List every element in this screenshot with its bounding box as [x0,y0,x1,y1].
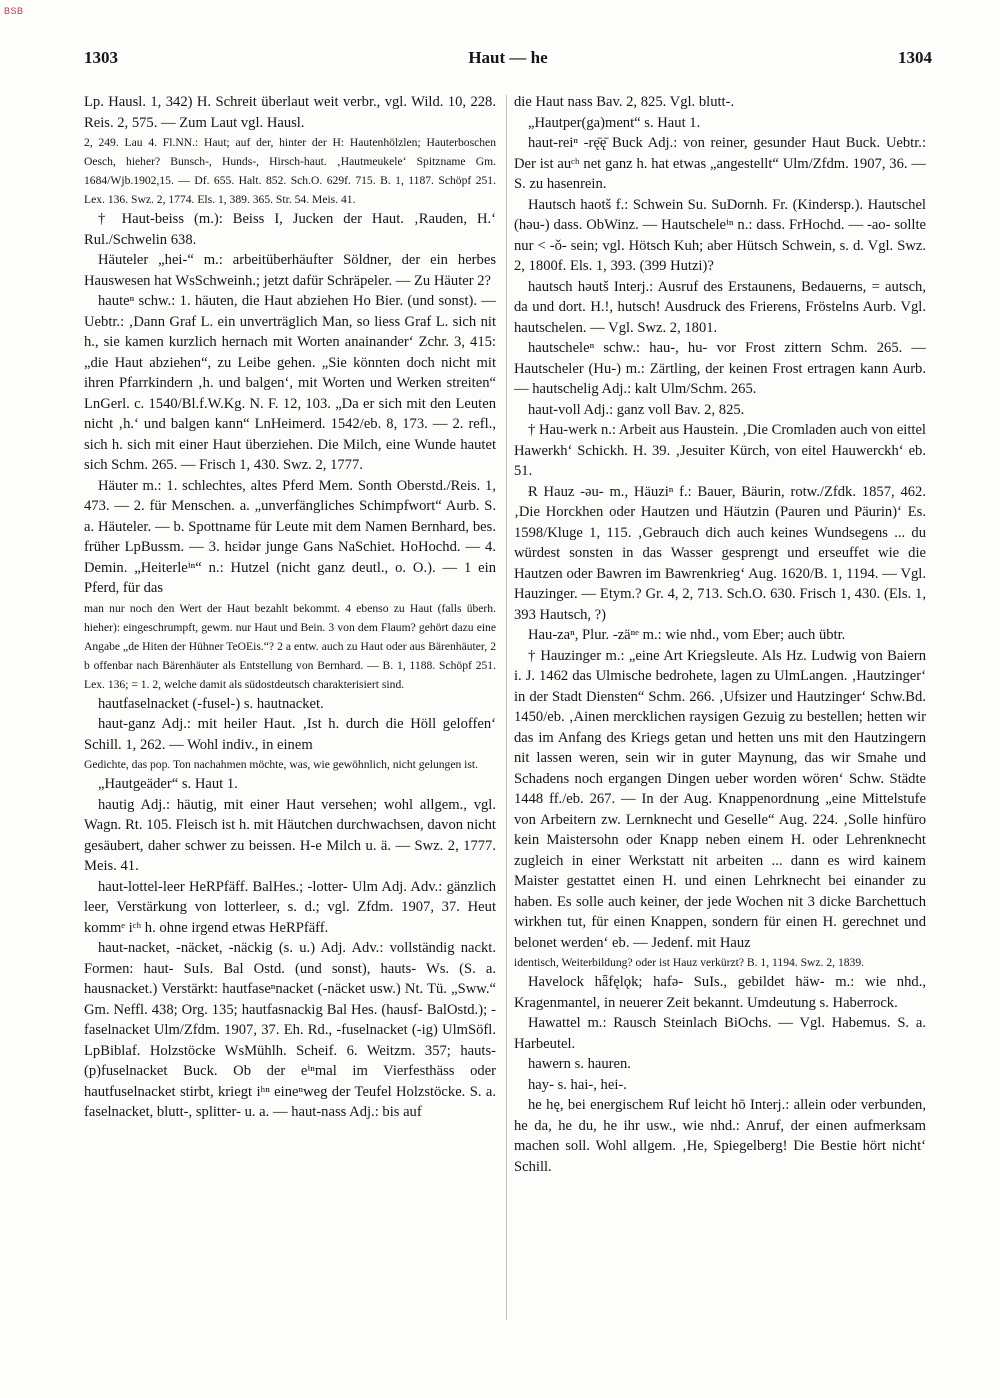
right-column [514,92,926,1372]
dictionary-entry: Gedichte, das pop. Ton nachahmen möchte, was, wie gewöhnlich, nicht gelungen ist. [84,758,479,771]
dictionary-entry: Hau-zaⁿ, Plur. -zäⁿᵉ m.: wie nhd., vom Eber; auch übtr. [528,627,846,643]
page-header [84,48,932,74]
dictionary-entry: † Hau-werk n.: Arbeit aus Haustein. ‚Die Cromladen auch von eittel Hawerkh‘ Schickh. H. 39. ‚Jesuiter Kürch, von eitel Hauwerckh‘ eb. 51. [514,422,926,479]
column-divider [506,95,507,1320]
dictionary-entry: man nur noch den Wert der Haut bezahlt bekommt. 4 ebenso zu Haut (falls überh. hieher): eingeschrumpft, gewm. nur Haut und Bein. 3 von dem Flaum? gehört dazu eine Angabe „de Hiten der Hühner TeOEis.“? 2 a entw. auch zu Haut oder aus Bärenhäuter, 2 b offenbar nach Bärenhäuter als Entstellung von Bernhard. — B. 1, 1188. Schöpf 251. Lex. 136; = 1. 2, welche damit als südostdeutsch charakterisiert sind. [84,601,496,691]
dictionary-entry: hautscheleⁿ schw.: hau-, hu- vor Frost zittern Schm. 265. — Hautscheler (Hu-) m.: Zärtling, der keinen Frost ertragen kann Aurb. — hautschelig Adj.: kalt Ulm/Schm. 265. [514,340,926,397]
dictionary-entry: hautfaselnacket (-fusel-) s. hautnacket. [98,695,324,712]
dictionary-entry: hauteⁿ schw.: 1. häuten, die Haut abziehen Ho Bier. (und sonst). — Uebtr.: ‚Dann Graf L. ein unverträglich Man, so liess Graf L. sich nit h., sie kamen kurzlich hernach mit Worten anainander‘ Zchr. 3, 415: „die Haut abziehen“, zu Leibe gehen. „Sie könnten doch nicht mit ihren Pfarrkindern ‚h. und balgen‘, mit Worten und Werken streiten“ LnGerl. c. 1540/Bl.f.W.Kg. N. F. 12, 103. „Da er sich mit den Leuten nicht ‚h.‘ und balgen kann“ LnHeimerd. 1542/eb. 8, 173. — 2. refl., sich h. sich mit einer Haut überziehen. Die Milch, eine Wunde hautet sich Schm. 265. — Frisch 1, 430. Swz. 2, 1777. [84,293,496,473]
dictionary-entry: 2, 249. Lau 4. Fl.NN.: Haut; auf der, hinter der H: Hautenhölzlen; Hauterboschen Oesch, hieher? Bunsch-, Hunds-, Hirsch-haut. ‚Hautmeukele‘ Spitzname Gm. 1684/Wjb.1902,15. — Df. 655. Halt. 852. Sch.O. 629f. 715. B. 1, 1187. Schöpf 251. Lex. 136. Swz. 2, 1774. Els. 1, 389. 365. Str. 54. Meis. 41. [84,136,496,206]
dictionary-entry: Häuteler „hei-“ m.: arbeitüberhäufter Söldner, der ein herbes Hauswesen hat WsSchweinh.; jetzt dafür Schräpeler. — Zu Häuter 2? [84,252,496,289]
dictionary-entry: † Haut-beiss (m.): Beiss I, Jucken der Haut. ‚Rauden, H.‘ Rul./Schwelin 638. [84,211,496,248]
dictionary-entry: haut-voll Adj.: ganz voll Bav. 2, 825. [528,401,745,418]
page-number-right: 1304 [898,48,932,67]
left-column [84,92,496,1372]
dictionary-entry: „Hautgeäder“ s. Haut 1. [98,776,238,792]
dictionary-entry: haut-reiⁿ -rę̄ę̄ Buck Adj.: von reiner, gesunder Haut Buck. Uebtr.: Der ist auᶜʰ net ganz h. hat etwas „angestellt“ Ulm/Zfdm. 1907, 36. — S. zu hasenrein. [514,135,926,192]
running-title: Haut — he [468,48,548,67]
dictionary-entry: die Haut nass Bav. 2, 825. Vgl. blutt-. [514,94,735,110]
page-number-left: 1303 [84,48,118,67]
dictionary-entry: identisch, Weiterbildung? oder ist Hauz verkürzt? B. 1, 1194. Swz. 2, 1839. [514,956,865,969]
dictionary-entry: „Hautper(ga)ment“ s. Haut 1. [528,114,701,131]
dictionary-entry: he hę, bei energischem Ruf leicht hō Interj.: allein oder verbunden, he da, he du, he ihr usw., wie nhd.: Anruf, der einen aufmerksam machen soll. Wohl allgem. ‚He, Spiegelberg! Die Bestie hört nicht‘ Schill. [514,1097,926,1175]
dictionary-entry: hautig Adj.: häutig, mit einer Haut versehen; wohl allgem., vgl. Wagn. Rt. 105. Fleisch ist h. mit Häutchen durchwachsen, davon nicht gesäubert, daher schwer zu beissen. H-e Milch u. ä. — Swz. 2, 1777. Meis. 41. [84,796,496,874]
dictionary-entry: hautsch həutš Interj.: Ausruf des Erstaunens, Bedauerns, = autsch, da und dort. H.!, hutsch! Ausdruck des Frierens, Fröstelns Aurb. Vgl. hautschelen. — Vgl. Swz. 2, 1801. [514,278,926,336]
dictionary-entry: Hautsch haotš f.: Schwein Su. SuDornh. Fr. (Kindersp.). Hautschel (həu-) dass. ObWinz. — Hautscheleⁱⁿ n.: dass. FrHochd. — -ao- sollte nur < -ǒ- sein; vgl. Hötsch Kuh; aber Hütsch Schwein, s. d. Vgl. Swz. 2, 1800f. Els. 1, 393. (399 Hutzi)? [514,196,926,274]
dictionary-entry: haut-ganz Adj.: mit heiler Haut. ‚Ist h. durch die Höll geloffen‘ Schill. 1, 262. — Wohl indiv., in einem [84,716,496,753]
dictionary-entry: † Hauzinger m.: „eine Art Kriegsleute. Als Hz. Ludwig von Baiern i. J. 1462 das Ulmische bedrohete, lagen zu UlmLangen. ‚Hautzinger‘ in der Stadt Diensten“ Schm. 266. ‚Ufsizer und Hautzinger‘ Schw.Bd. 1450/eb. ‚Ainen mercklichen raysigen Gezuig zu bestellen; hetten wir das im Anfang des Kriegs getan und hetten uns mit den Hautzingern nit lassen weren, sein wir in guter Maynung, das wir Smahe und Schadens noch ergangen Dingen ueber worden wören‘ Schw. Städte 1448 ff./eb. 267. — In der Aug. Knappenordnung „eine Mittelstufe von Arbeitern zw. Lernknecht und Geselle“ Aug. 224. ‚Solle hinfüro kein Maistersohn oder Knapp neben einem H. oder Lehrenknecht zugleich in einer Werkstatt nit arbeiten ... dann es wird kainem Maister gestattet einen H. und einen Lehrknecht bei einander zu haben. Es solle auch keiner, der jede Wochen nit 3 dicke Barchettuch wirkhen tut, für einen Knappen, sondern für einen H. gerechnet und belonet werden‘ eb. — Jedenf. mit Hauz [514,647,926,951]
dictionary-entry: Ɍ Hauz -əu- m., Häuziⁿ f.: Bauer, Bäurin, rotw./Zfdk. 1857, 462. ‚Die Horckhen oder Hautzen und Häutzin (Pauren und Päurin)‘ Es. 1598/Kluge 1, 115. ‚Gebrauch dich auch keines Wundsegens ... du würdest sonsten in das Wasser gesprengt und erseuffet wie die Hautzen oder Bawren im Bawrenkrieg‘ Aug. 1620/B. 1, 1194. — Vgl. Hauzinger. — Etym.? Gr. 4, 2, 713. Sch.O. 630. Frisch 1, 430. (Els. 1, 393 Hautsch, ?) [514,483,926,623]
dictionary-entry: hay- s. hai-, hei-. [528,1076,627,1093]
dictionary-entry: Hawattel m.: Rausch Steinlach BiOchs. — Vgl. Habemus. S. a. Harbeutel. [514,1015,926,1052]
dictionary-entry: Lp. Hausl. 1, 342) H. Schreit überlaut weit verbr., vgl. Wild. 10, 228. Reis. 2, 575. — Zum Laut vgl. Hausl. [84,94,496,131]
dictionary-entry: haut-lottel-leer HeRPfäff. BalHes.; -lotter- Ulm Adj. Adv.: gänzlich leer, Verstärkung von lotterleer, s. d.; vgl. Zfdm. 1907, 37. Heut kommᵉ iᶜʰ h. ohne irgend etwas HeRPfäff. [84,878,496,936]
library-stamp: BSB [4,6,24,16]
dictionary-entry: haut-nacket, -näcket, -näckig (s. u.) Adj. Adv.: vollständig nackt. Formen: haut- SuIs. Bal Ostd. (und sonst), hauts- Ws. (S. a. hausnacket.) Verstärkt: hautfaseⁿnacket (-näcket usw.) Nt. Tü. „Sww.“ Gm. Neffl. 438; Org. 135; hautfasnackig Bal Hes. (hausf- BalOstd.); -faselnacket Ulm/Zfdm. 1907, 37. Eh. Rd., -fuselnacket (-ig) UlmSöfl. LpBiblaf. Holzstöcke WsMühlh. Scheif. 6. Weitzm. 357; hauts-(p)fuselnacket Buck. Ob der eⁱⁿmal im Vierfesthäss oder hautfuselnacket stirbt, kriegt iʰⁿ eineⁿweg der Teufel Holzstöcke. S. a. faselnacket, blutt-, splitter- u. a. — haut-nass Adj.: bis auf [84,940,496,1120]
dictionary-entry: Häuter m.: 1. schlechtes, altes Pferd Mem. Sonth Oberstd./Reis. 1, 473. — 2. für Menschen. a. „unverfängliches Schimpfwort“ Aurb. S. a. Häuteler. — b. Spottname für Leute mit dem Namen Bernhard, bes. früher LpBussm. — 3. hɛidər junge Gans NaSchiet. HoHochd. — 4. Demin. „Heiterleⁱⁿ“ n.: Hutzel (nicht ganz deutl., o. O.). — 1 ein Pferd, für das [84,477,496,596]
dictionary-entry: hawern s. hauren. [528,1056,631,1072]
dictionary-entry: Havelock hǟfęlǫk; hafə- SuIs., gebildet häw- m.: wie nhd., Kragenmantel, in neuerer Zeit bekannt. Umdeutung s. Haberrock. [514,974,926,1011]
